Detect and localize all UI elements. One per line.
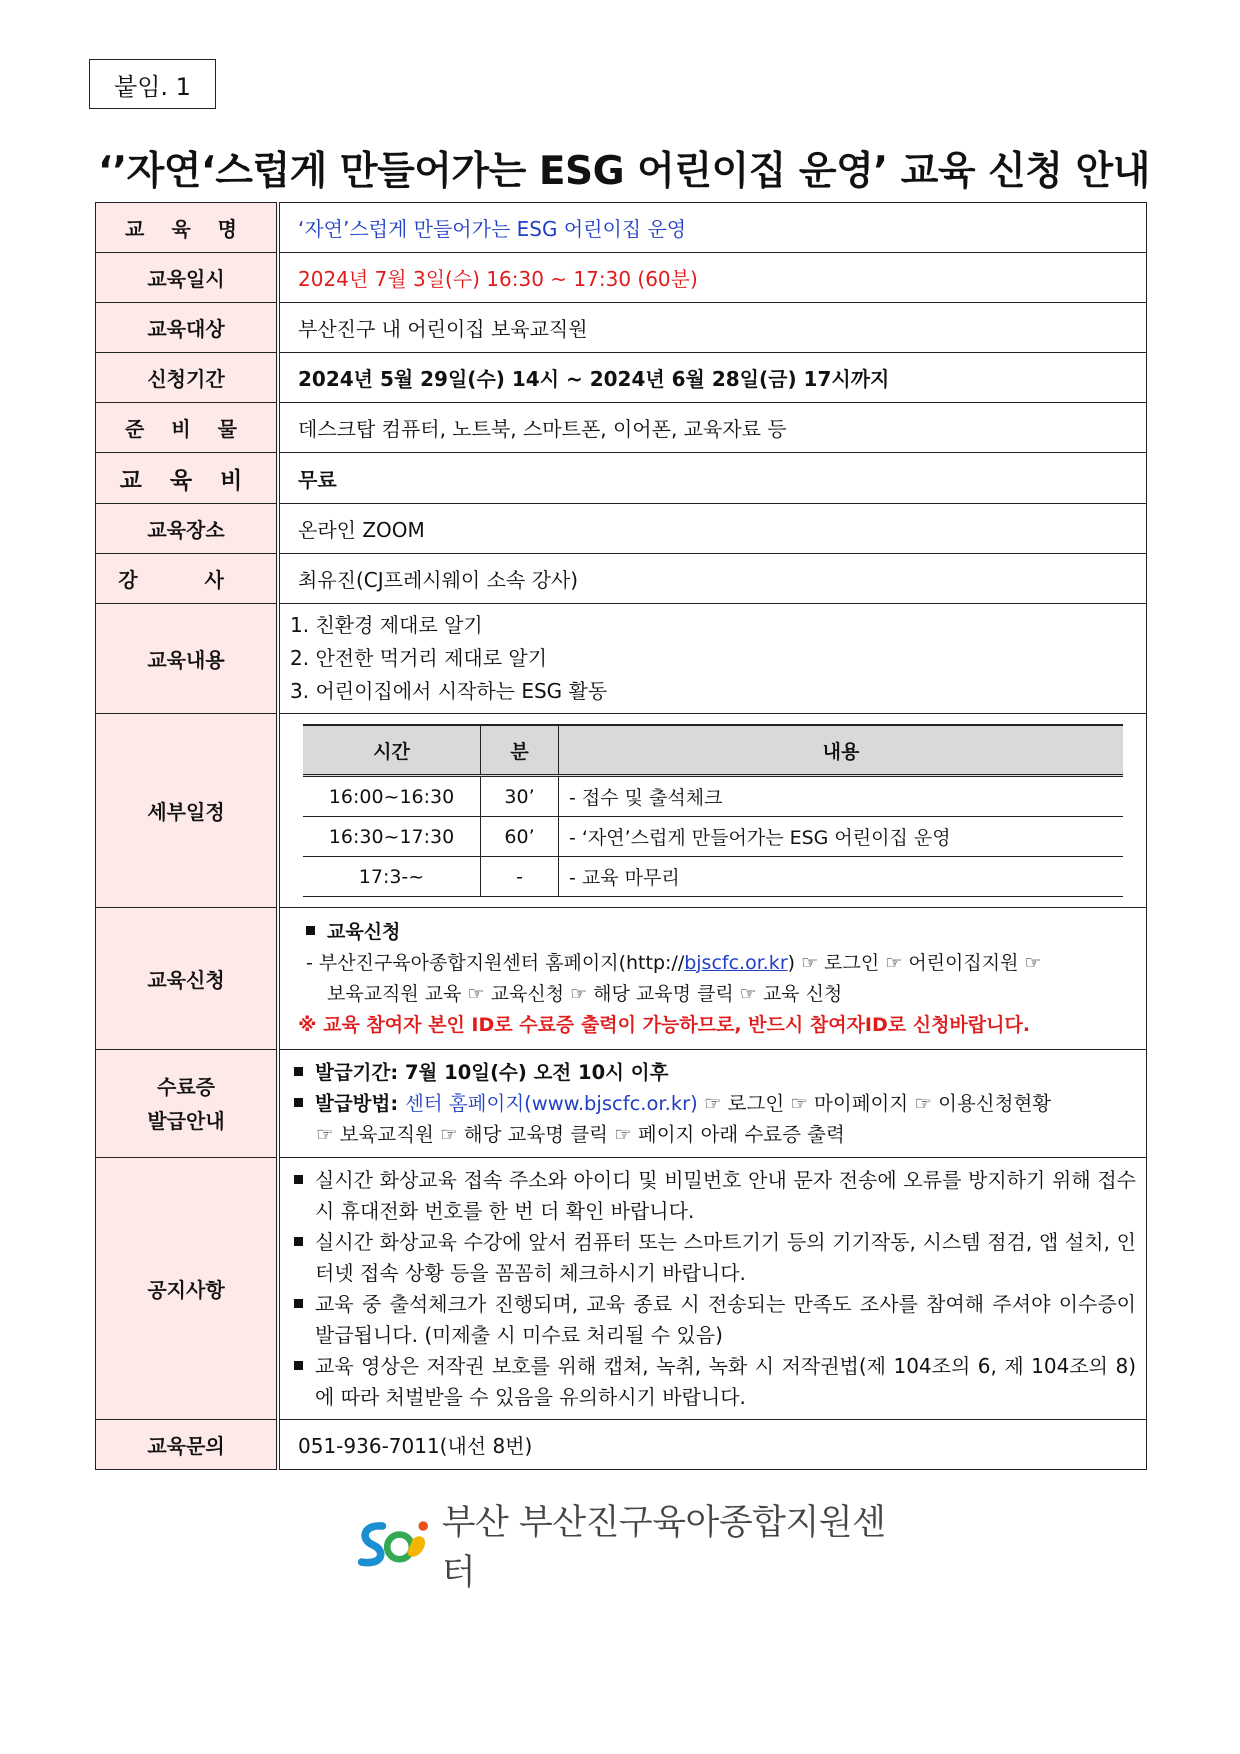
- notice-item: 실시간 화상교육 수강에 앞서 컴퓨터 또는 스마트기기 등의 기기작동, 시스템 점검, 앱 설치, 인터넷 접속 상황 등을 꼼꼼히 체크하시기 바랍니다.: [294, 1227, 1136, 1289]
- value-schedule: [278, 714, 1147, 908]
- row-notice: [96, 1158, 1147, 1420]
- bullet-square-icon: [294, 1067, 303, 1076]
- label-fee: 교 육 비: [96, 453, 279, 504]
- label-date: 교육일시: [96, 253, 279, 303]
- bullet-square-icon: [294, 1175, 303, 1184]
- schedule-row: [303, 857, 1123, 897]
- value-certificate: [278, 1050, 1147, 1158]
- row-course-name: [96, 203, 1147, 253]
- schedule-content: - 교육 마무리: [559, 857, 1124, 897]
- schedule-time: 16:00~16:30: [303, 776, 481, 817]
- row-place: [96, 504, 1147, 554]
- row-target: [96, 303, 1147, 353]
- notice-item: 교육 중 출석체크가 진행되며, 교육 종료 시 전송되는 만족도 조사를 참여해 주셔야 이수증이 발급됩니다. (미제출 시 미수료 처리될 수 있음): [294, 1289, 1136, 1351]
- bullet-square-icon: [306, 926, 315, 935]
- row-apply-period: [96, 353, 1147, 403]
- label-certificate-line1: 수료증: [157, 1074, 215, 1099]
- schedule-time: 16:30~17:30: [303, 817, 481, 857]
- value-notice: [278, 1158, 1147, 1420]
- info-table: [95, 202, 1147, 1470]
- schedule-row: [303, 776, 1123, 817]
- value-inquiry: 051-936-7011(내선 8번): [278, 1420, 1147, 1470]
- row-prep: [96, 403, 1147, 453]
- row-schedule: [96, 714, 1147, 908]
- row-fee: [96, 453, 1147, 504]
- schedule-row: [303, 817, 1123, 857]
- bullet-square-icon: [294, 1361, 303, 1370]
- label-content: 교육내용: [96, 604, 279, 714]
- schedule-header-minutes: 분: [481, 725, 559, 776]
- footer-logo-text: 부산 부산진구육아종합지원센터: [441, 1503, 886, 1593]
- application-heading: 교육신청: [327, 920, 401, 943]
- bullet-square-icon: [294, 1299, 303, 1308]
- label-target: 교육대상: [96, 303, 279, 353]
- cert-method-rest: ☞ 로그인 ☞ 마이페이지 ☞ 이용신청현황: [697, 1092, 1052, 1115]
- value-application: [278, 908, 1147, 1050]
- content-item: 3. 어린이집에서 시작하는 ESG 활동: [290, 679, 608, 703]
- schedule-minutes: 30’: [481, 776, 559, 817]
- bullet-square-icon: [294, 1098, 303, 1107]
- schedule-content: - 접수 및 출석체크: [559, 776, 1124, 817]
- row-application: [96, 908, 1147, 1050]
- value-content: [278, 604, 1147, 714]
- cert-method-line2: ☞ 보육교직원 ☞ 해당 교육명 클릭 ☞ 페이지 아래 수료증 출력: [316, 1123, 845, 1146]
- row-inquiry: [96, 1420, 1147, 1470]
- row-date: [96, 253, 1147, 303]
- value-instructor: 최유진(CJ프레시웨이 소속 강사): [278, 554, 1147, 604]
- application-line1-suffix: ) ☞ 로그인 ☞ 어린이집지원 ☞: [787, 951, 1042, 974]
- schedule-table: [303, 724, 1123, 897]
- row-content: [96, 604, 1147, 714]
- label-notice: 공지사항: [96, 1158, 279, 1420]
- cert-period-value: : 7월 10일(수) 오전 10시 이후: [390, 1061, 669, 1084]
- value-place: 온라인 ZOOM: [278, 504, 1147, 554]
- content-item: 2. 안전한 먹거리 제대로 알기: [290, 646, 548, 670]
- page-title: ‘’자연‘스럽게 만들어가는 ESG 어린이집 운영’ 교육 신청 안내: [98, 149, 1150, 194]
- label-certificate: [96, 1050, 279, 1158]
- cert-period-label: 발급기간: [315, 1061, 391, 1084]
- label-inquiry: 교육문의: [96, 1420, 279, 1470]
- bullet-square-icon: [294, 1237, 303, 1246]
- cert-method-link[interactable]: 센터 홈페이지(www.bjscfc.or.kr): [404, 1092, 698, 1115]
- schedule-header-time: 시간: [303, 725, 481, 776]
- label-apply-period: 신청기간: [96, 353, 279, 403]
- schedule-minutes: 60’: [481, 817, 559, 857]
- label-prep: 준 비 물: [96, 403, 279, 453]
- application-line1-prefix: - 부산진구육아종합지원센터 홈페이지(http://: [306, 951, 685, 974]
- notice-item: 교육 영상은 저작권 보호를 위해 캡쳐, 녹취, 녹화 시 저작권법(제 104조의 6, 제 104조의 8)에 따라 처벌받을 수 있음을 유의하시기 바랍니다.: [294, 1351, 1136, 1413]
- label-instructor: 강 사: [96, 554, 279, 604]
- label-course-name: 교 육 명: [96, 203, 279, 253]
- application-line2: 보육교직원 교육 ☞ 교육신청 ☞ 해당 교육명 클릭 ☞ 교육 신청: [327, 982, 843, 1005]
- label-schedule: 세부일정: [96, 714, 279, 908]
- content-item: 1. 친환경 제대로 알기: [290, 613, 483, 637]
- schedule-header-content: 내용: [559, 725, 1124, 776]
- schedule-content: - ‘자연’스럽게 만들어가는 ESG 어린이집 운영: [559, 817, 1124, 857]
- value-target: 부산진구 내 어린이집 보육교직원: [278, 303, 1147, 353]
- schedule-minutes: -: [481, 857, 559, 897]
- row-instructor: [96, 554, 1147, 604]
- label-certificate-line2: 발급안내: [147, 1108, 225, 1133]
- value-apply-period: 2024년 5월 29일(수) 14시 ~ 2024년 6월 28일(금) 17시까지: [278, 353, 1147, 403]
- label-place: 교육장소: [96, 504, 279, 554]
- value-course-name: ‘자연’스럽게 만들어가는 ESG 어린이집 운영: [278, 203, 1147, 253]
- center-logo-icon: [354, 1517, 432, 1573]
- footer-logo: [354, 1503, 894, 1593]
- value-date: 2024년 7월 3일(수) 16:30 ~ 17:30 (60분): [278, 253, 1147, 303]
- application-warning: ※ 교육 참여자 본인 ID로 수료증 출력이 가능하므로, 반드시 참여자ID로 신청바랍니다.: [298, 1013, 1031, 1036]
- value-fee: 무료: [278, 453, 1147, 504]
- cert-method-colon: :: [390, 1092, 405, 1115]
- attachment-label: 붙임. 1: [89, 59, 216, 109]
- label-application: 교육신청: [96, 908, 279, 1050]
- cert-method-label: 발급방법: [315, 1092, 391, 1115]
- value-prep: 데스크탑 컴퓨터, 노트북, 스마트폰, 이어폰, 교육자료 등: [278, 403, 1147, 453]
- application-link[interactable]: bjscfc.or.kr: [684, 951, 788, 974]
- notice-item: 실시간 화상교육 접속 주소와 아이디 및 비밀번호 안내 문자 전송에 오류를 방지하기 위해 접수 시 휴대전화 번호를 한 번 더 확인 바랍니다.: [294, 1165, 1136, 1227]
- schedule-time: 17:3-~: [303, 857, 481, 897]
- row-certificate: [96, 1050, 1147, 1158]
